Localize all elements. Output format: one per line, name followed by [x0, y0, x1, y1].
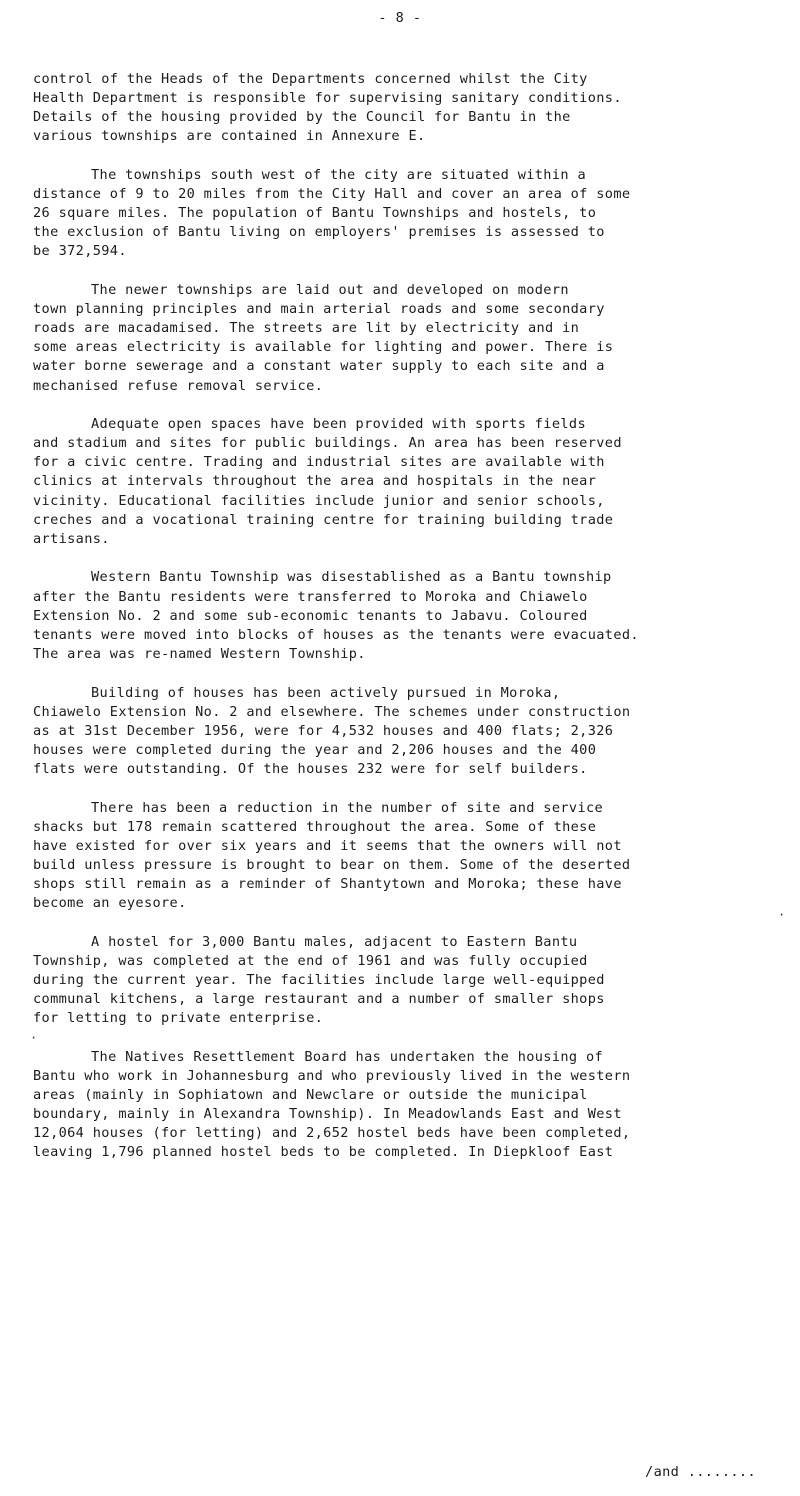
- text-line: The Natives Resettlement Board has undertaken the housing of: [91, 1048, 604, 1065]
- text-line: leaving 1,796 planned hostel beds to be completed. In Diepkloof East: [33, 1144, 614, 1161]
- text-line: water borne sewerage and a constant water supply to each site and a: [33, 358, 605, 375]
- paragraph-7: [33, 799, 785, 914]
- text-line: The area was re-named Western Township.: [33, 645, 366, 662]
- text-line: various townships are contained in Annexure E.: [33, 128, 426, 145]
- text-line: There has been a reduction in the number of site and service: [91, 799, 604, 816]
- text-line: as at 31st December 1956, were for 4,532 houses and 400 flats; 2,326: [33, 722, 614, 739]
- text-line: roads are macadamised. The streets are lit by electricity and in: [33, 320, 580, 337]
- text-line: have existed for over six years and it seems that the owners will not: [33, 837, 622, 854]
- text-line: Chiawelo Extension No. 2 and elsewhere. The schemes under construction: [33, 703, 631, 720]
- paragraph-5: [33, 568, 785, 663]
- catchword: /and ........: [645, 1464, 756, 1480]
- text-line: Township, was completed at the end of 1961 and was fully occupied: [33, 952, 588, 969]
- text-line: distance of 9 to 20 miles from the City Hall and cover an area of some: [33, 186, 631, 203]
- text-line: shops still remain as a reminder of Shantytown and Moroka; these have: [33, 875, 622, 892]
- text-line: for letting to private enterprise.: [33, 1010, 324, 1027]
- text-line: control of the Heads of the Departments concerned whilst the City: [33, 71, 588, 87]
- paragraph-3: [33, 281, 785, 396]
- text-line: tenants were moved into blocks of houses as the tenants were evacuated.: [33, 626, 639, 643]
- text-line: for a civic centre. Trading and industrial sites are available with: [33, 454, 605, 471]
- text-line: artisans.: [33, 530, 110, 547]
- text-line: areas (mainly in Sophiatown and Newclare or outside the municipal: [33, 1086, 588, 1103]
- text-line: Extension No. 2 and some sub-economic tenants to Jabavu. Coloured: [33, 607, 588, 624]
- text-line: and stadium and sites for public buildings. An area has been reserved: [33, 435, 622, 452]
- text-line: some areas electricity is available for lighting and power. There is: [33, 339, 614, 356]
- text-line: communal kitchens, a large restaurant and a number of smaller shops: [33, 991, 605, 1007]
- paragraph-4: [33, 415, 785, 549]
- text-line: Details of the housing provided by the Council for Bantu in the: [33, 109, 571, 126]
- text-line: mechanised refuse removal service.: [33, 377, 324, 394]
- text-line: during the current year. The facilities include large well-equipped: [33, 971, 605, 988]
- text-line: 12,064 houses (for letting) and 2,652 hostel beds have been completed,: [33, 1125, 631, 1142]
- text-line: after the Bantu residents were transferred to Moroka and Chiawelo: [33, 588, 588, 605]
- text-line: Building of houses has been actively pursued in Moroka,: [91, 684, 561, 701]
- text-line: build unless pressure is brought to bear on them. Some of the deserted: [33, 856, 631, 873]
- text-line: clinics at intervals throughout the area and hospitals in the near: [33, 473, 597, 490]
- text-line: be 372,594.: [33, 243, 127, 260]
- paragraph-9: [33, 1048, 785, 1163]
- text-line: flats were outstanding. Of the houses 232 were for self builders.: [33, 760, 588, 777]
- text-line: become an eyesore.: [33, 895, 187, 912]
- paragraph-6: [33, 684, 785, 779]
- text-line: The newer townships are laid out and developed on modern: [91, 282, 569, 299]
- paragraph-1: [33, 70, 785, 146]
- text-line: Bantu who work in Johannesburg and who previously lived in the western: [33, 1067, 631, 1084]
- text-line: Health Department is responsible for supervising sanitary conditions.: [33, 90, 622, 107]
- text-line: vicinity. Educational facilities include junior and senior schools,: [33, 492, 605, 509]
- text-line: A hostel for 3,000 Bantu males, adjacent to Eastern Bantu: [91, 933, 578, 950]
- text-line: boundary, mainly in Alexandra Township). In Meadowlands East and West: [33, 1106, 622, 1123]
- body-text: [33, 70, 785, 1182]
- margin-dot-mark: ·: [778, 908, 786, 922]
- paragraph-8: [33, 933, 785, 1028]
- text-line: town planning principles and main arterial roads and some secondary: [33, 301, 605, 318]
- text-line: The townships south west of the city are situated within a: [91, 166, 586, 183]
- text-line: houses were completed during the year and 2,206 houses and the 400: [33, 741, 597, 758]
- text-line: Western Bantu Township was disestablished as a Bantu township: [91, 569, 612, 586]
- page-number: - 8 -: [378, 10, 422, 26]
- text-line: shacks but 178 remain scattered throughout the area. Some of these: [33, 818, 597, 835]
- paragraph-2: [33, 166, 785, 261]
- text-line: 26 square miles. The population of Bantu Townships and hostels, to: [33, 205, 597, 222]
- text-line: the exclusion of Bantu living on employers' premises is assessed to: [33, 224, 605, 241]
- text-line: creches and a vocational training centre for training building trade: [33, 511, 614, 528]
- text-line: Adequate open spaces have been provided with sports fields: [91, 416, 586, 433]
- margin-dot-mark: ·: [30, 1031, 38, 1045]
